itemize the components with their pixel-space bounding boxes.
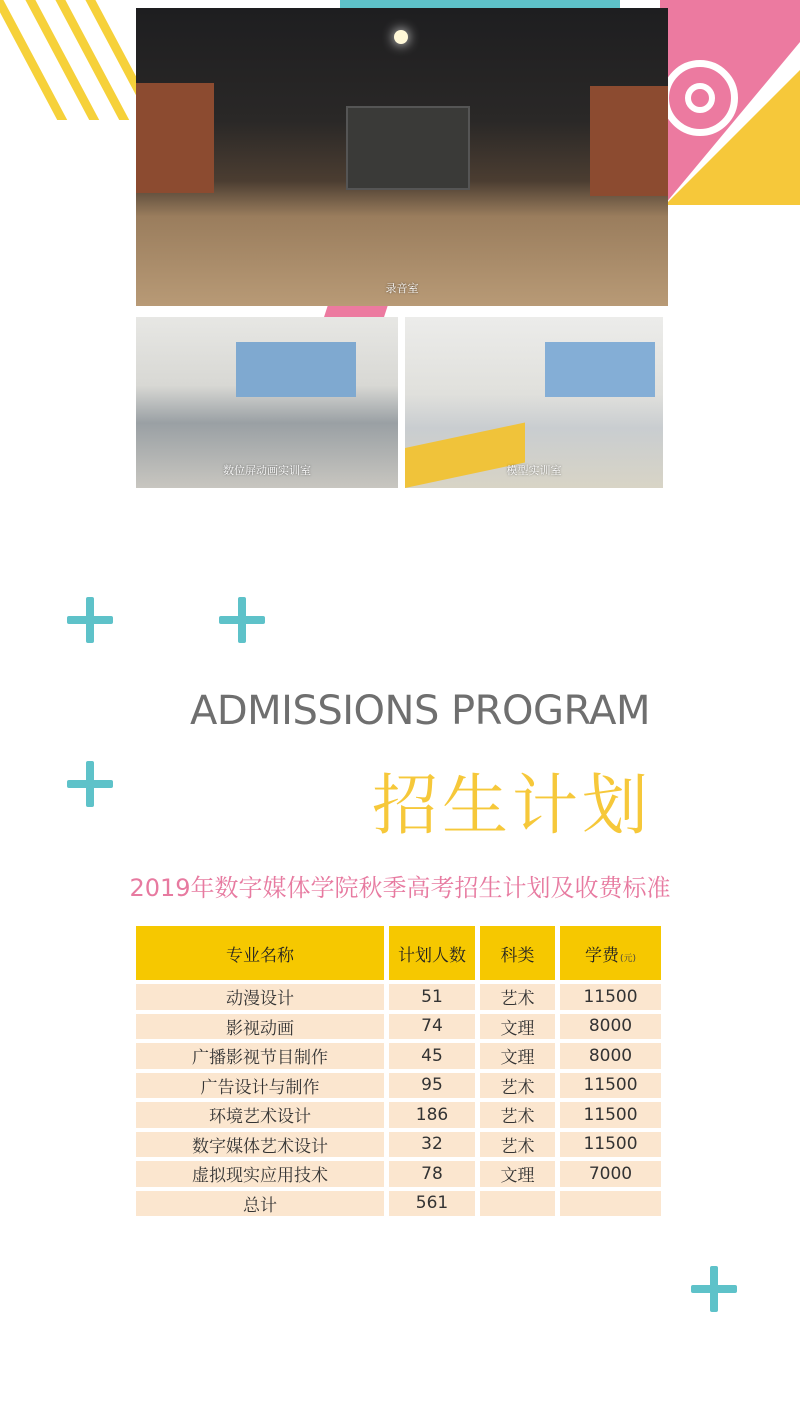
cell-category: 艺术 [480,1073,555,1099]
cell-category: 艺术 [480,1132,555,1158]
cell-plan: 51 [389,984,475,1010]
photo-caption: 模型实训室 [506,464,562,477]
cell-fee: 11500 [560,1132,661,1158]
acoustic-panel-right [590,86,668,196]
cell-major: 动漫设计 [136,984,384,1010]
cell-total-plan: 561 [389,1191,475,1217]
table-row [136,1073,661,1099]
cell-plan: 32 [389,1132,475,1158]
cell-fee: 8000 [560,1014,661,1040]
cell-total-fee [560,1191,661,1217]
cell-category: 文理 [480,1043,555,1069]
table-row [136,1132,661,1158]
teal-top-bar [340,0,620,8]
cell-fee: 7000 [560,1161,661,1187]
acoustic-panel-left [136,83,214,193]
cell-category: 文理 [480,1161,555,1187]
cell-total-category [480,1191,555,1217]
cell-category: 艺术 [480,1102,555,1128]
table-row [136,984,661,1010]
cell-major: 广播影视节目制作 [136,1043,384,1069]
english-title: ADMISSIONS PROGRAM [189,688,650,734]
window [545,342,655,397]
header-fee-label: 学费 [584,945,619,966]
cell-category: 文理 [480,1014,555,1040]
table-header-row [136,926,661,980]
cell-category: 艺术 [480,984,555,1010]
cell-major: 广告设计与制作 [136,1073,384,1099]
window [236,342,356,397]
table-row [136,1014,661,1040]
cell-plan: 74 [389,1014,475,1040]
cell-fee: 8000 [560,1043,661,1069]
table-total-row [136,1191,661,1217]
admissions-table [136,926,661,1216]
photo-caption: 数位屏动画实训室 [223,464,311,477]
header-fee [560,926,661,980]
table-row [136,1043,661,1069]
plus-icon [67,597,113,643]
cell-fee: 11500 [560,984,661,1010]
cell-plan: 78 [389,1161,475,1187]
header-major: 专业名称 [136,926,384,980]
cell-total-label: 总计 [136,1191,384,1217]
target-circle-icon [662,60,738,136]
cell-plan: 186 [389,1102,475,1128]
plus-icon [691,1266,737,1312]
cell-major: 虚拟现实应用技术 [136,1161,384,1187]
model-lab-photo [405,317,663,488]
header-fee-unit: (元) [619,954,637,964]
cell-fee: 11500 [560,1102,661,1128]
animation-lab-photo [136,317,398,488]
cell-plan: 45 [389,1043,475,1069]
control-room-window [346,106,470,190]
plus-icon [219,597,265,643]
table-subtitle: 2019年数字媒体学院秋季高考招生计划及收费标准 [129,874,671,902]
cell-major: 数字媒体艺术设计 [136,1132,384,1158]
photo-caption: 录音室 [385,282,419,295]
header-plan: 计划人数 [389,926,475,980]
header-category: 科类 [480,926,555,980]
cell-plan: 95 [389,1073,475,1099]
cell-major: 环境艺术设计 [136,1102,384,1128]
yellow-desk [405,422,525,488]
recording-studio-photo [136,8,668,306]
table-row [136,1102,661,1128]
cell-fee: 11500 [560,1073,661,1099]
table-row [136,1161,661,1187]
cell-major: 影视动画 [136,1014,384,1040]
ceiling-light [394,30,408,44]
chinese-title: 招生计划 [372,767,652,844]
